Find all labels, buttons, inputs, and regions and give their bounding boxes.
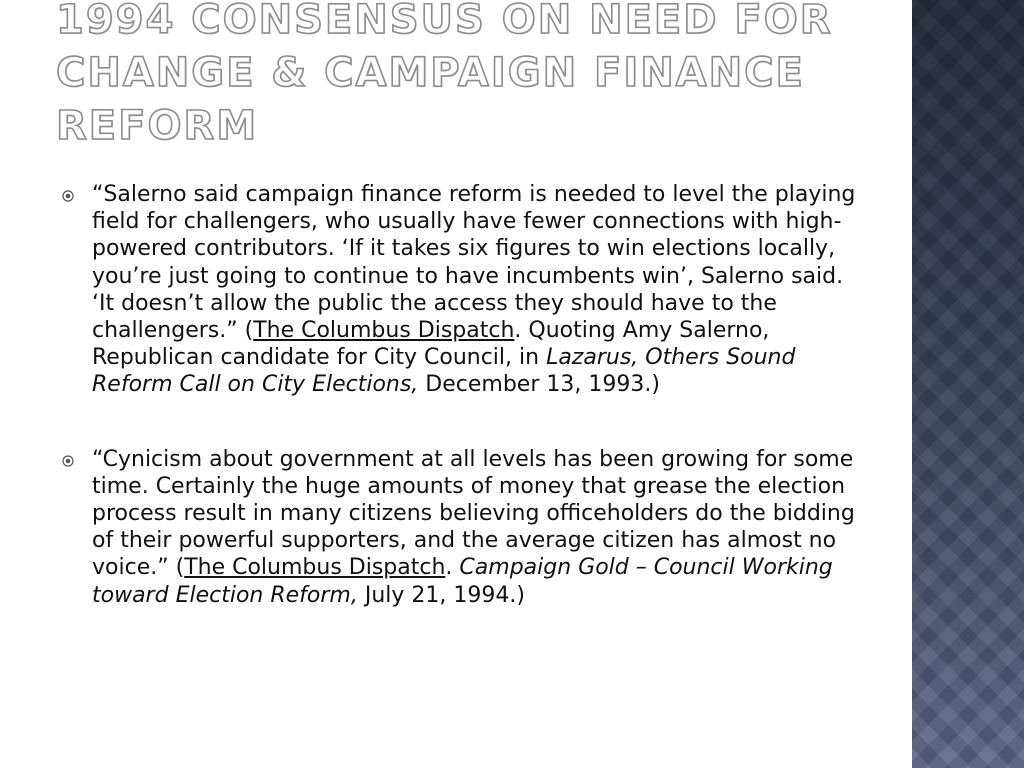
quote-text: “Salerno said campaign finance reform is needed to level the playing field for challengers, who usually have fewer connections with high-powered contributors. ‘If it takes six figures to win elections locally, you’re just going to continue to have incumbents win’, Salerno said. ‘It doesn’t allow the public the access they should have to the challengers.” — [92, 182, 856, 344]
source-name: The Columbus Dispatch — [184, 555, 446, 581]
citation-date: July 21, 1994.) — [357, 582, 525, 608]
article-title: Campaign Gold – Council Working toward Election Reform, — [92, 555, 833, 608]
bullet-item — [62, 181, 862, 399]
bullet-list — [62, 181, 862, 656]
paren-open: ( — [168, 555, 185, 581]
citation-text: . Quoting Amy Salerno, Republican candidate for City Council, in — [92, 318, 770, 371]
slide-title: 1994 CONSENSUS ON NEED FOR CHANGE & CAMPAIGN FINANCE REFORM — [56, 0, 833, 149]
source-name: The Columbus Dispatch — [253, 318, 515, 344]
bullet-item — [62, 446, 862, 609]
circle-dot-icon — [62, 455, 74, 467]
circle-dot-icon — [62, 190, 74, 202]
quote-text: “Cynicism about government at all levels has been growing for some time. Certainly the huge amounts of money that grease the election process result in many citizens believing officeholders do the bidding of their powerful supporters, and the average citizen has almost no voice.” — [92, 446, 855, 581]
article-title: Lazarus, Others Sound Reform Call on City Elections, — [92, 345, 796, 398]
citation-text: . — [445, 555, 460, 581]
citation-date: December 13, 1993.) — [418, 372, 660, 398]
decorative-side-panel — [912, 0, 1024, 768]
paren-open: ( — [237, 318, 254, 344]
